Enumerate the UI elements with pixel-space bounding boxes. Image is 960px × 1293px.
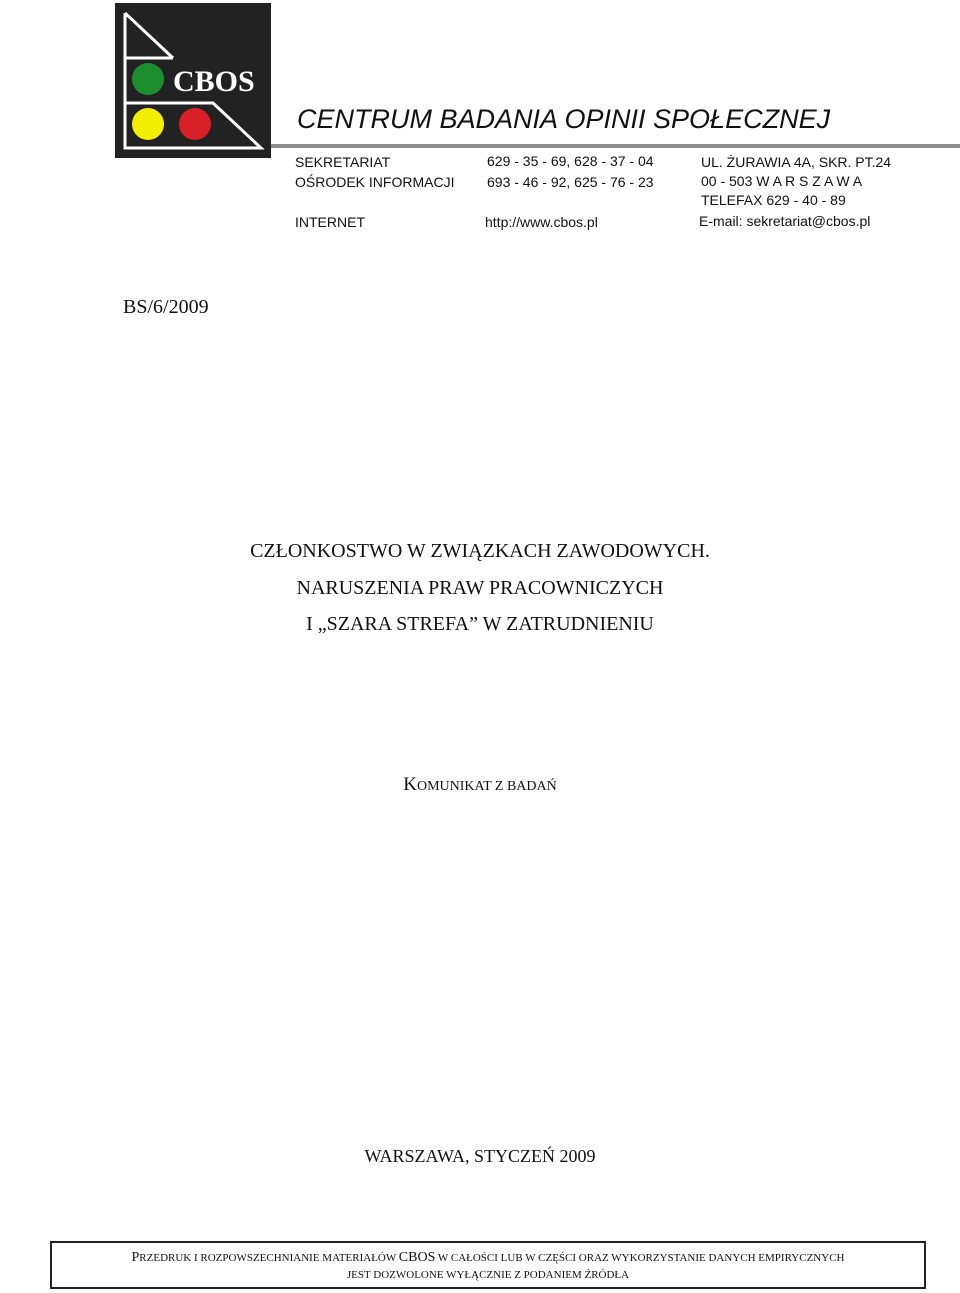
info-center-label: OŚRODEK INFORMACJI (295, 174, 455, 190)
address-city: 00 - 503 W A R S Z A W A (701, 173, 863, 189)
title-line-3: I „SZARA STREFA” W ZATRUDNIENIU (306, 613, 654, 635)
report-type-rest: OMUNIKAT Z BADAŃ (416, 779, 557, 794)
info-center-phones: 693 - 46 - 92, 625 - 76 - 23 (487, 174, 654, 190)
title-line-2: NARUSZENIA PRAW PRACOWNICZYCH (296, 577, 664, 599)
footer-line-2: JEST DOZWOLONE WYŁĄCZNIE Z PODANIEM ŹRÓDŁA (346, 1269, 630, 1281)
secretariat-label: SEKRETARIAT (295, 154, 391, 170)
footer-line-1 (52, 1250, 924, 1266)
header-divider (271, 144, 960, 148)
secretariat-phones: 629 - 35 - 69, 628 - 37 - 04 (487, 153, 654, 169)
footer-part: RZEDRUK I ROZPOWSZECHNIANIE MATERIAŁÓW (139, 1252, 399, 1264)
footer-part: W CAŁOŚCI LUB W CZĘŚCI ORAZ WYKORZYSTANIE DANYCH EMPIRYCZNYCH (435, 1252, 845, 1264)
logo-text: CBOS (173, 65, 255, 98)
title-line-1: CZŁONKOSTWO W ZWIĄZKACH ZAWODOWYCH. (250, 540, 710, 562)
footer-part: CBOS (398, 1250, 436, 1265)
yellow-dot (132, 108, 164, 140)
cbos-logo (115, 3, 271, 158)
website-link[interactable]: http://www.cbos.pl (485, 214, 598, 230)
email-link[interactable]: E-mail: sekretariat@cbos.pl (699, 213, 871, 229)
place-date: WARSZAWA, STYCZEŃ 2009 (364, 1146, 596, 1166)
footer-part: P (131, 1250, 140, 1265)
telefax: TELEFAX 629 - 40 - 89 (701, 192, 846, 208)
red-dot (179, 108, 211, 140)
report-type (0, 774, 960, 796)
internet-label: INTERNET (295, 214, 365, 230)
report-type-initial: K (403, 774, 417, 795)
document-code: BS/6/2009 (123, 296, 209, 318)
organization-name: CENTRUM BADANIA OPINII SPOŁECZNEJ (297, 104, 831, 134)
address-street: UL. ŻURAWIA 4A, SKR. PT.24 (701, 154, 892, 170)
footer-box (50, 1241, 926, 1289)
green-dot (132, 63, 164, 95)
